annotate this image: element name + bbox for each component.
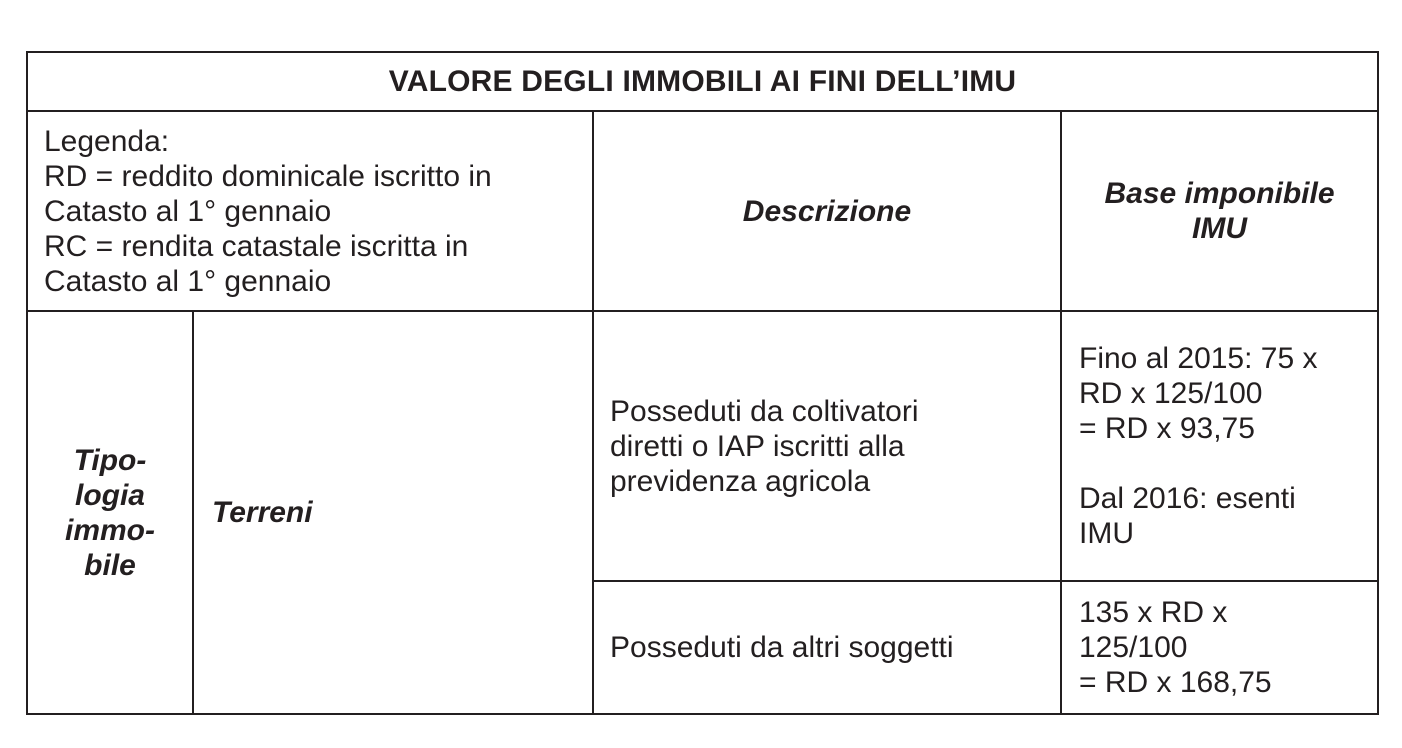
row-2-descrizione [593, 581, 1061, 714]
legend-heading: Legenda: [44, 124, 170, 158]
row-1-base-block-1 [1079, 341, 1377, 446]
table-title: VALORE DEGLI IMMOBILI AI FINI DELL’IMU [27, 52, 1378, 111]
header-row [27, 111, 1378, 311]
tipologia-line-4: bile [84, 548, 136, 582]
row-1-desc-line-1: Posseduti da coltivatori [610, 394, 919, 428]
header-base-imponibile [1061, 111, 1378, 311]
row-1-descrizione [593, 311, 1061, 581]
tipologia-immobile-cell [27, 311, 193, 714]
table-row [27, 311, 1378, 581]
tipologia-line-1: Tipo- [73, 443, 147, 477]
row-1-base-block-2 [1079, 481, 1377, 551]
row-1-base-imponibile [1061, 311, 1378, 581]
header-descrizione [593, 111, 1061, 311]
row-2-base-line-1: 135 x RD x [1079, 596, 1228, 629]
legend-cell [27, 111, 593, 311]
imu-value-table [26, 51, 1379, 715]
title-row [27, 52, 1378, 111]
row-2-base-imponibile [1061, 581, 1378, 714]
legend-line-rd-cont: Catasto al 1° gennaio [44, 194, 332, 228]
row-1-base-line-1: Fino al 2015: 75 x [1079, 342, 1318, 375]
header-base-line-1: Base imponibile [1104, 177, 1335, 210]
row-2-desc-line-1: Posseduti da altri soggetti [610, 631, 954, 664]
row-1-base-line-5: IMU [1079, 517, 1134, 550]
header-descrizione-label: Descrizione [742, 194, 912, 228]
row-1-desc-line-3: previdenza agricola [610, 464, 871, 498]
legend-line-rc: RC = rendita catastale iscritta in [44, 229, 469, 263]
tipologia-line-2: logia [74, 478, 145, 512]
legend-line-rd: RD = reddito dominicale iscritto in [44, 159, 492, 193]
row-1-base-line-2: RD x 125/100 [1079, 377, 1263, 410]
tipologia-line-3: immo- [65, 513, 155, 547]
legend-line-rc-cont: Catasto al 1° gennaio [44, 264, 332, 298]
row-2-base-line-2: 125/100 [1079, 631, 1188, 664]
row-1-base-line-3: = RD x 93,75 [1079, 412, 1255, 445]
row-1-base-line-4: Dal 2016: esenti [1079, 482, 1296, 515]
category-terreni: Terreni [193, 311, 593, 714]
header-base-line-2: IMU [1192, 212, 1248, 245]
row-1-desc-line-2: diretti o IAP iscritti alla [610, 429, 905, 463]
row-2-base-line-3: = RD x 168,75 [1079, 666, 1272, 699]
